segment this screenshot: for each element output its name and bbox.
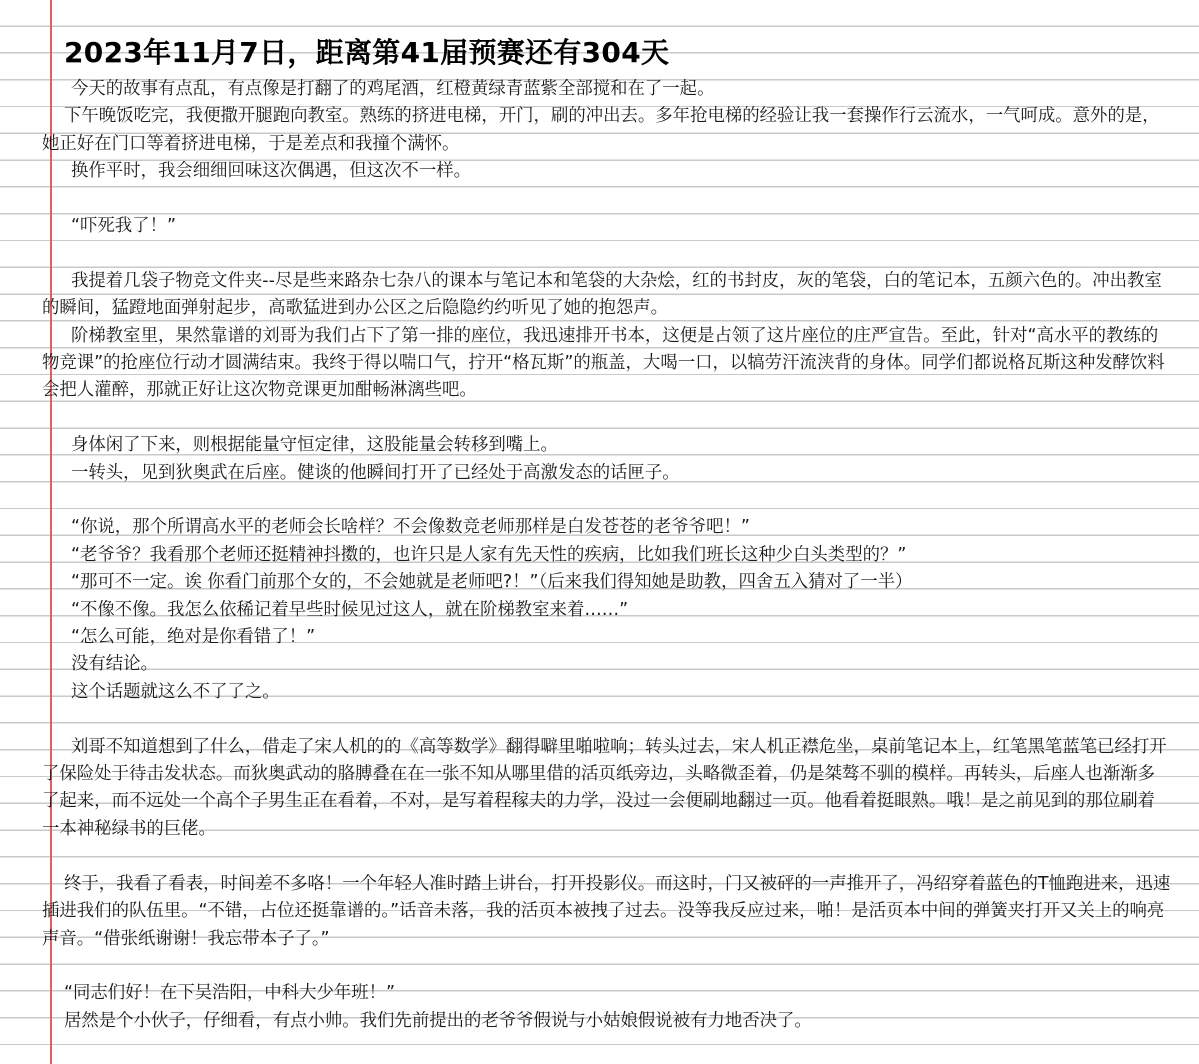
paragraph: 换作平时，我会细细回味这次偶遇，但这次不一样。: [71, 161, 471, 182]
blank-line: [42, 240, 1172, 267]
dialogue-line: “那可不一定。诶 你看门前那个女的，不会她就是老师吧?！”（后来我们得知她是助教，四舍五入猜对了一半）: [71, 572, 913, 593]
paragraph: 一转头，见到狄奥武在后座。健谈的他瞬间打开了已经处于高激发态的话匣子。: [71, 462, 680, 483]
dialogue-line: “怎么可能，绝对是你看错了！”: [71, 627, 316, 648]
paragraph: 居然是个小伙子，仔细看，有点小帅。我们先前提出的老爷爷假说与小姑娘假说被有力地否决了。: [64, 1010, 812, 1031]
paragraph: 今天的故事有点乱，有点像是打翻了的鸡尾酒，红橙黄绿青蓝紫全部搅和在了一起。: [71, 79, 715, 99]
paragraph: 没有结论。: [71, 654, 158, 675]
blank-line: [42, 487, 1172, 514]
page-title: 2023年11月7日，距离第41届预赛还有304天: [64, 36, 670, 69]
blank-line: [42, 953, 1172, 980]
blank-line: [42, 186, 1172, 213]
dialogue-line: “老爷爷？我看那个老师还挺精神抖擞的，也许只是人家有先天性的疾病，比如我们班长这种少白头类型的？”: [71, 544, 907, 565]
paragraph: 我提着几袋子物竞文件夹--尽是些来路杂七杂八的课本与笔记本和笔袋的大杂烩，红的书封皮，灰的笔袋，白的笔记本，五颜六色的。冲出教室的瞬间，猛蹬地面弹射起步，高歌猛进到办公区之后隐隐约约听见了她的抱怨声。: [42, 270, 1162, 319]
paragraph: 终于，我看了看表，时间差不多咯！一个年轻人准时踏上讲台，打开投影仪。而这时，门又被砰的一声推开了，冯绍穿着蓝色的T恤跑进来，迅速插进我们的队伍里。“不错，占位还挺靠谱的。”话音未落，我的活页本被拽了过去。没等我反应过来，啪！是活页本中间的弹簧夹打开又关上的响亮声音。“借张纸谢谢！我忘带本子了。”: [42, 873, 1171, 949]
paragraph: 身体闲了下来，则根据能量守恒定律，这股能量会转移到嘴上。: [71, 435, 558, 456]
notebook-page: [42, 30, 1172, 1035]
paragraph: 这个话题就这么不了了之。: [71, 681, 280, 702]
paragraph: 下午晚饭吃完，我便撒开腿跑向教室。熟练的挤进电梯，开门，刷的冲出去。多年抢电梯的经验让我一套操作行云流水，一气呵成。意外的是，她正好在门口等着挤进电梯，于是差点和我撞个满怀。: [42, 106, 1160, 154]
dialogue-line: “不像不像。我怎么依稀记着早些时候见过这人，就在阶梯教室来着……”: [71, 599, 629, 620]
paragraph: 阶梯教室里，果然靠谱的刘哥为我们占下了第一排的座位，我迅速排开书本，这便是占领了这片座位的庄严宣告。至此，针对“高水平的教练的物竞课”的抢座位行动才圆满结束。我终于得以喘口气，拧开“格瓦斯”的瓶盖，大喝一口，以犒劳汗流浃背的身体。同学们都说格瓦斯这种发酵饮料会把人灌醉，那就正好让这次物竞课更加酣畅淋漓些吧。: [42, 325, 1165, 401]
dialogue-line: “同志们好！在下吴浩阳，中科大少年班！”: [64, 983, 396, 1004]
paragraph: 刘哥不知道想到了什么，借走了宋人机的的《高等数学》翻得噼里啪啦响；转头过去，宋人机正襟危坐，桌前笔记本上，红笔黑笔蓝笔已经打开了保险处于待击发状态。而狄奥武动的胳膊叠在在一张不知从哪里借的活页纸旁边，头略微歪着，仍是桀骜不驯的模样。再转头，后座人也渐渐多了起来，而不远处一个高个子男生正在看着，不对，是写着程稼夫的力学，没过一会便刷地翻过一页。他看着挺眼熟。哦！是之前见到的那位刷着一本神秘绿书的巨佬。: [42, 736, 1167, 839]
paragraph: “吓死我了！”: [71, 216, 176, 237]
blank-line: [42, 405, 1172, 432]
blank-line: [42, 706, 1172, 733]
dialogue-line: “你说，那个所谓高水平的老师会长啥样？不会像数竞老师那样是白发苍苍的老爷爷吧！”: [71, 517, 750, 538]
story-body: [42, 76, 1172, 1035]
blank-line: [42, 843, 1172, 870]
